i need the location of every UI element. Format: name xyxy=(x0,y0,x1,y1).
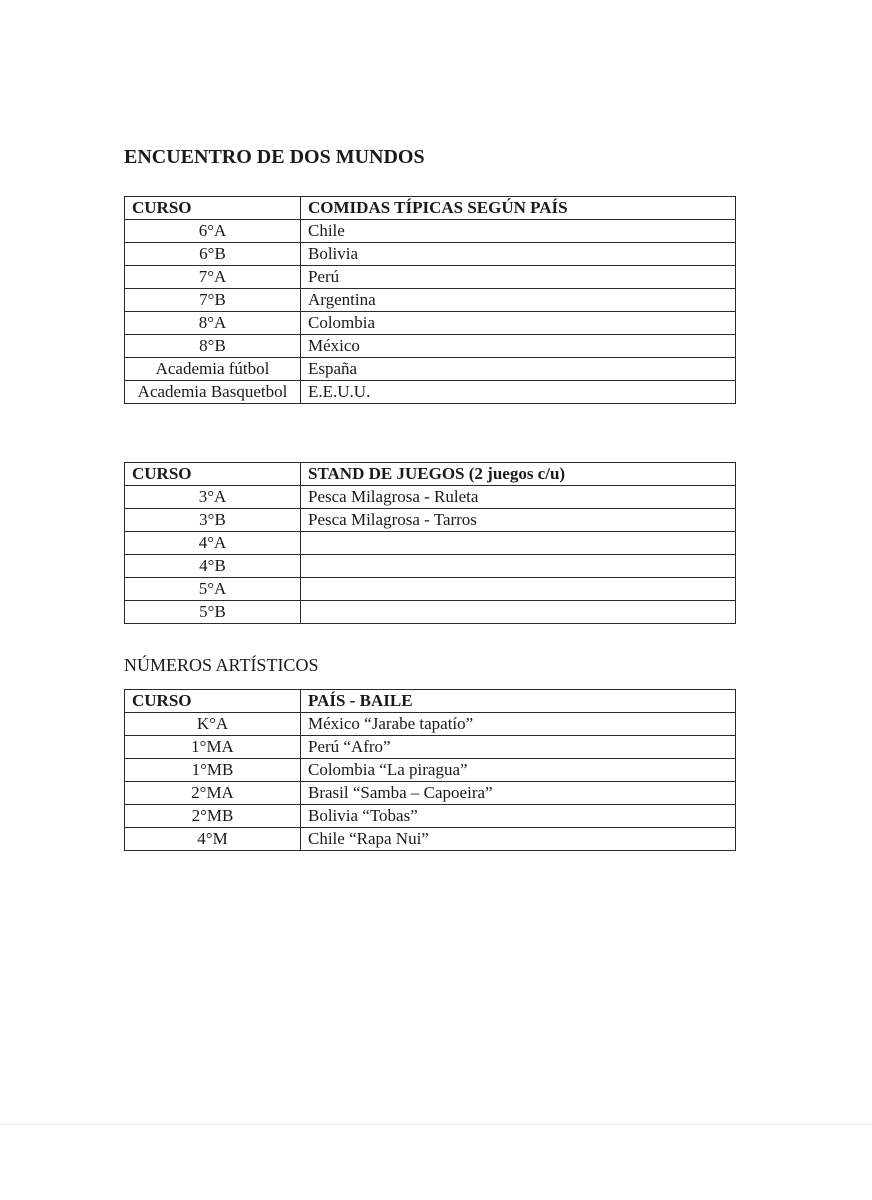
country-cell: E.E.U.U. xyxy=(301,381,736,404)
column-header-curso: CURSO xyxy=(125,197,301,220)
table-header-row xyxy=(125,463,736,486)
table-row xyxy=(125,532,736,555)
game-cell: Pesca Milagrosa - Tarros xyxy=(301,509,736,532)
course-cell: 4°B xyxy=(125,555,301,578)
game-cell xyxy=(301,532,736,555)
column-header-comidas: COMIDAS TÍPICAS SEGÚN PAÍS xyxy=(301,197,736,220)
table-row xyxy=(125,713,736,736)
country-cell: México xyxy=(301,335,736,358)
dance-cell: Brasil “Samba – Capoeira” xyxy=(301,782,736,805)
table-header-row xyxy=(125,197,736,220)
country-cell: Bolivia xyxy=(301,243,736,266)
section-heading-numeros: NÚMEROS ARTÍSTICOS xyxy=(124,655,319,675)
dance-cell: Chile “Rapa Nui” xyxy=(301,828,736,851)
course-cell: 4°M xyxy=(125,828,301,851)
table-row xyxy=(125,736,736,759)
course-cell: 1°MB xyxy=(125,759,301,782)
course-cell: 6°B xyxy=(125,243,301,266)
country-cell: Chile xyxy=(301,220,736,243)
course-cell: 3°A xyxy=(125,486,301,509)
table-header-row xyxy=(125,690,736,713)
table-row xyxy=(125,266,736,289)
course-cell: 3°B xyxy=(125,509,301,532)
dance-cell: Bolivia “Tobas” xyxy=(301,805,736,828)
course-cell: 7°A xyxy=(125,266,301,289)
table-row xyxy=(125,381,736,404)
table-row xyxy=(125,289,736,312)
country-cell: España xyxy=(301,358,736,381)
table-row xyxy=(125,509,736,532)
course-cell: K°A xyxy=(125,713,301,736)
dance-cell: Perú “Afro” xyxy=(301,736,736,759)
scan-divider xyxy=(0,1124,872,1125)
country-cell: Perú xyxy=(301,266,736,289)
comidas-table xyxy=(124,196,736,404)
table-row xyxy=(125,601,736,624)
table-row xyxy=(125,358,736,381)
course-cell: 4°A xyxy=(125,532,301,555)
table-row xyxy=(125,220,736,243)
table-row xyxy=(125,312,736,335)
table-row xyxy=(125,828,736,851)
course-cell: 6°A xyxy=(125,220,301,243)
dance-cell: México “Jarabe tapatío” xyxy=(301,713,736,736)
course-cell: 2°MB xyxy=(125,805,301,828)
column-header-stand: STAND DE JUEGOS (2 juegos c/u) xyxy=(301,463,736,486)
table-row xyxy=(125,782,736,805)
table-row xyxy=(125,805,736,828)
game-cell: Pesca Milagrosa - Ruleta xyxy=(301,486,736,509)
course-cell: 5°A xyxy=(125,578,301,601)
course-cell: Academia fútbol xyxy=(125,358,301,381)
column-header-curso: CURSO xyxy=(125,463,301,486)
table-row xyxy=(125,555,736,578)
game-cell xyxy=(301,555,736,578)
course-cell: 8°A xyxy=(125,312,301,335)
game-cell xyxy=(301,578,736,601)
course-cell: Academia Basquetbol xyxy=(125,381,301,404)
table-row xyxy=(125,486,736,509)
course-cell: 5°B xyxy=(125,601,301,624)
country-cell: Colombia xyxy=(301,312,736,335)
numeros-table xyxy=(124,689,736,851)
table-row xyxy=(125,578,736,601)
column-header-pais-baile: PAÍS - BAILE xyxy=(301,690,736,713)
table-row xyxy=(125,243,736,266)
column-header-curso: CURSO xyxy=(125,690,301,713)
course-cell: 7°B xyxy=(125,289,301,312)
table-row xyxy=(125,335,736,358)
course-cell: 2°MA xyxy=(125,782,301,805)
stands-table xyxy=(124,462,736,624)
country-cell: Argentina xyxy=(301,289,736,312)
dance-cell: Colombia “La piragua” xyxy=(301,759,736,782)
course-cell: 8°B xyxy=(125,335,301,358)
game-cell xyxy=(301,601,736,624)
page-title: ENCUENTRO DE DOS MUNDOS xyxy=(124,146,425,168)
table-row xyxy=(125,759,736,782)
course-cell: 1°MA xyxy=(125,736,301,759)
